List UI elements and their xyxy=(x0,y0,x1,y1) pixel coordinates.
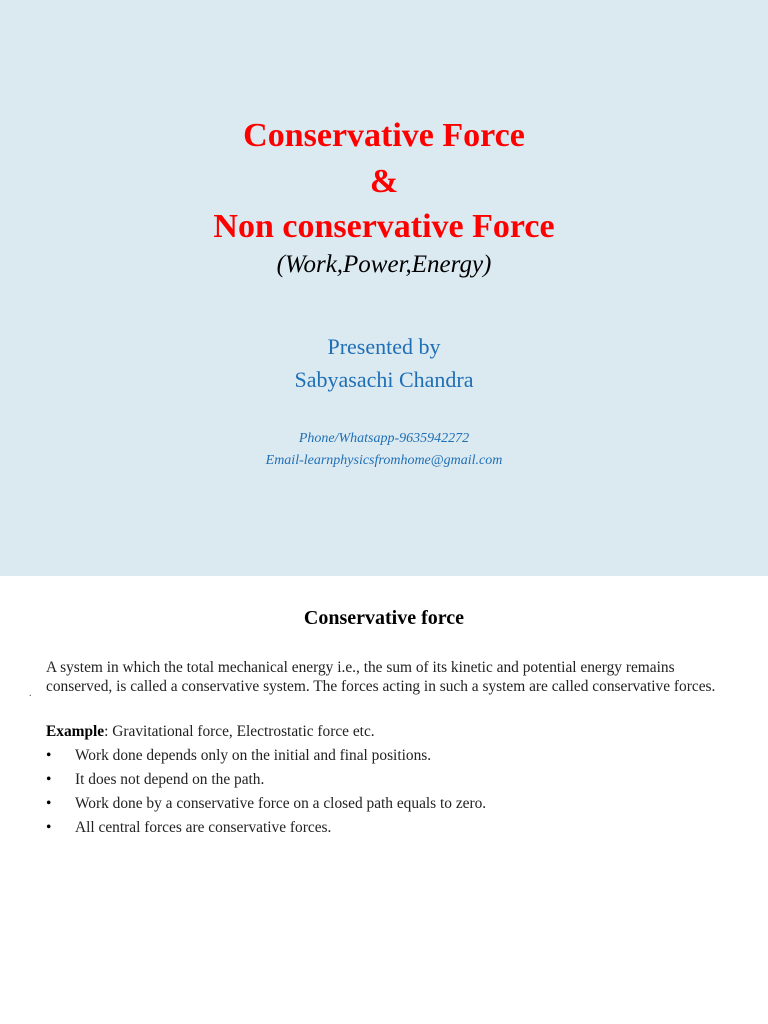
bullet-icon: • xyxy=(46,747,52,764)
list-item xyxy=(46,770,736,794)
example-label: Example xyxy=(46,723,105,740)
presenter-name: Sabyasachi Chandra xyxy=(294,367,474,392)
presented-by-label: Presented by xyxy=(327,334,441,359)
bullet-icon: • xyxy=(46,771,52,788)
list-item-text: Work done by a conservative force on a closed path equals to zero. xyxy=(75,795,487,812)
bullet-icon: • xyxy=(46,819,52,836)
list-item xyxy=(46,746,736,770)
list-item xyxy=(46,794,736,818)
email-contact: Email-learnphysicsfromhome@gmail.com xyxy=(265,453,503,468)
list-item-text: Work done depends only on the initial and final positions. xyxy=(75,747,432,764)
slide-heading: Conservative force xyxy=(303,607,465,629)
list-item-text: All central forces are conservative forces. xyxy=(75,819,332,836)
example-line xyxy=(46,722,736,741)
list-item xyxy=(46,818,736,842)
title-ampersand: & xyxy=(369,163,399,200)
example-text: : Gravitational force, Electrostatic force etc. xyxy=(104,723,375,740)
stray-mark: . xyxy=(29,688,32,699)
phone-contact: Phone/Whatsapp-9635942272 xyxy=(298,431,470,446)
property-list xyxy=(46,746,736,842)
definition-paragraph: A system in which the total mechanical energy i.e., the sum of its kinetic and potential energy remains conserved, is called a conservative system. The forces acting in such a system are called conservative forces. xyxy=(46,659,716,695)
subtitle: (Work,Power,Energy) xyxy=(276,251,492,278)
bullet-icon: • xyxy=(46,795,52,812)
list-item-text: It does not depend on the path. xyxy=(75,771,265,788)
title-line-1: Conservative Force xyxy=(243,117,525,154)
title-line-2: Non conservative Force xyxy=(213,208,555,245)
